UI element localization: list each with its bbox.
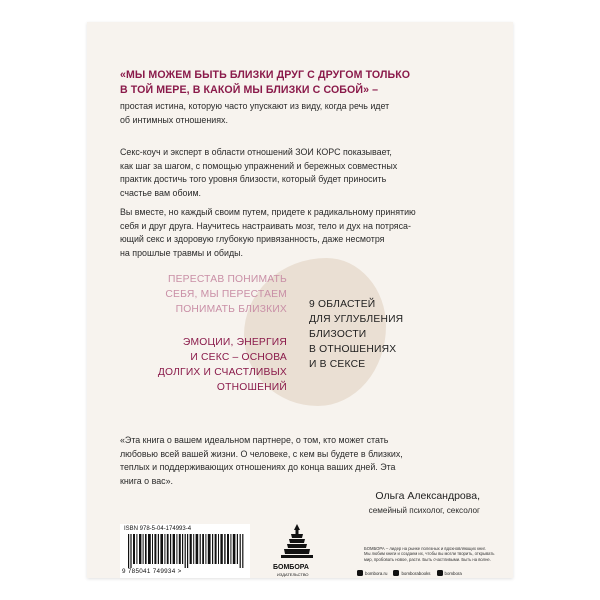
headline-line: В ТОЙ МЕРЕ, В КАКОЙ МЫ БЛИЗКИ С СОБОЙ» – [120,84,379,96]
callout-line: 9 ОБЛАСТЕЙ [309,299,376,310]
publisher-logo-text: БОМБОРА [273,564,309,571]
isbn-label: ISBN 978-5-04-174993-4 [124,526,192,532]
publisher-logo-subtitle: ИЗДАТЕЛЬСТВО [277,572,309,577]
text-line: мир, пробовать новое, расти. Быть счастливыми. Быть на волне. [364,556,491,562]
callout-line: В ОТНОШЕНИЯХ [309,344,397,355]
text-line: БОМБОРА – лидер на рынке полезных и вдохновляющих книг. [364,546,486,551]
social-link-label: bombora.ru [365,570,388,576]
promise-paragraph [120,206,416,260]
callout-pink [137,272,287,317]
publisher-blurb [364,546,512,562]
text-line: как шаг за шагом, с помощью упражнений и бережных совместных [120,160,398,171]
social-link-books[interactable] [393,570,430,576]
text-line: ющий секс и здоровую глубокую привязанность, даже несмотря [120,234,385,244]
callout-line: БЛИЗОСТИ [309,329,367,340]
callout-line: СЕБЯ, МЫ ПЕРЕСТАЕМ [165,289,287,300]
text-line: на прошлые травмы и обиды. [120,247,243,258]
text-line: практик достичь того уровня близости, который будет приносить [120,174,387,184]
description-paragraph [120,146,397,200]
text-line: «Эта книга о вашем идеальном партнере, о том, кто может стать [120,435,389,445]
text-line: счастье вам обоим. [120,187,202,198]
text-line: Секс-коуч и эксперт в области отношений ЗОИ КОРС показывает, [120,147,392,157]
callout-line: ДОЛГИХ И СЧАСТЛИВЫХ [157,367,287,378]
review-quote [120,434,490,488]
instagram-icon [357,570,363,576]
callout-line: ОТНОШЕНИЙ [216,382,287,393]
text-line: себя и друг друга. Научитесь настраивать мозг, тело и дух на потряса- [120,220,411,231]
text-line: Вы вместе, но каждый своим путем, придете к радикальному принятию [120,207,416,217]
callout-line: И В СЕКСЕ [309,359,366,370]
callout-line: ПЕРЕСТАВ ПОНИМАТЬ [168,274,287,285]
callout-wine [137,335,287,395]
social-link-label: bombora [444,570,462,576]
callout-dark [309,297,403,372]
vk-icon [393,570,399,576]
text-line: Мы любим книги и создаем их, чтобы вы могли творить, открывать [364,551,495,557]
social-link-channel[interactable] [437,570,462,576]
bombora-logo-icon [269,520,325,564]
text-line: любовью всей вашей жизни. О человеке, с кем вы будете в близких, [120,448,403,459]
text-line: простая истина, которую часто упускают из виду, когда речь идет [120,101,390,111]
telegram-icon [437,570,443,576]
review-author-role: семейный психолог, сексолог [368,506,480,515]
text-line: теплых и поддерживающих отношениях до конца ваших дней. Эта [120,462,396,472]
headline-quote [120,68,480,98]
callout-line: ПОНИМАТЬ БЛИЗКИХ [175,304,287,315]
barcode-bars [128,534,246,568]
callout-line: ДЛЯ УГЛУБЛЕНИЯ [309,314,404,325]
callout-line: ЭМОЦИИ, ЭНЕРГИЯ [182,337,287,348]
callout-line: И СЕКС – ОСНОВА [190,352,287,363]
headline-line: «МЫ МОЖЕМ БЫТЬ БЛИЗКИ ДРУГ С ДРУГОМ ТОЛЬКО [120,69,411,81]
book-back-cover [87,22,513,578]
social-links [357,568,462,578]
social-link-label: bomborabooks [401,570,431,576]
text-line: книга о вас». [120,475,173,486]
text-line: об интимных отношениях. [120,114,228,125]
social-link-site[interactable] [357,570,387,576]
barcode-box [120,524,250,578]
intro-paragraph [120,100,389,127]
review-author-name: Ольга Александрова, [375,490,480,502]
barcode-digits: 9 785041 749934 > [122,568,182,575]
